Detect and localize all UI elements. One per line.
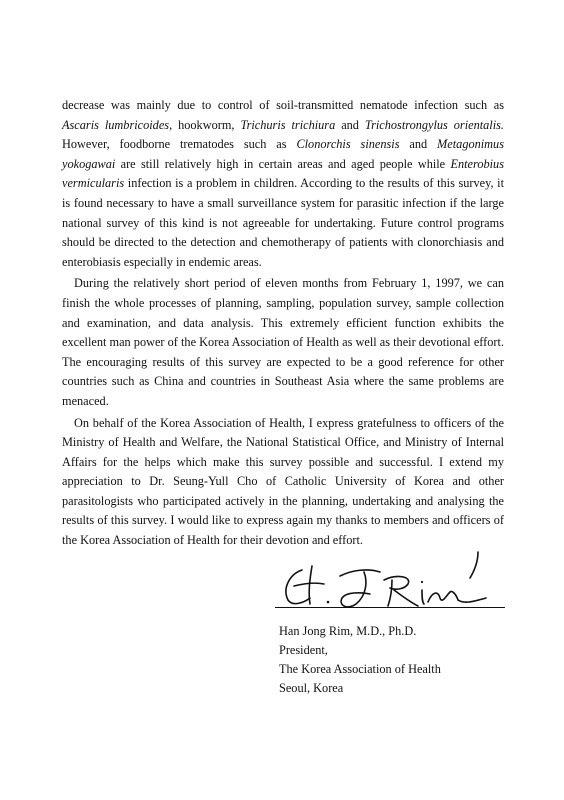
species-name: Trichuris trichiura (240, 117, 336, 132)
species-name: Metagonimus yokogawai (62, 137, 504, 171)
species-name: Ascaris lumbricoides, (62, 117, 173, 132)
species-name: Enterobius vermicularis (62, 156, 504, 191)
paragraph-2 (62, 274, 504, 411)
text-run: hookworm, (172, 117, 241, 132)
text-run: However, foodborne trematodes such as (62, 137, 297, 152)
species-name: Clonorchis sinensis (296, 137, 400, 152)
text-run: and (335, 117, 365, 132)
text-run: decrease was mainly due to control of soil-transmitted nematode infection such as (62, 98, 504, 112)
text-run: On behalf of the Korea Association of Health, I express gratefulness to officers of the Ministry of Health and Welfare, the National Statistical Office, and Ministry of Internal Affairs for the helps which make this survey possible and successful. I extend my appreciation to Dr. Seung-Yull Cho of Catholic University of Korea and other parasitologists who participated actively in the planning, undertaking and analysing the results of this survey. I would like to express again my thanks to members and officers of the Korea Association of Health for their devotion and effort. (62, 415, 504, 548)
species-name: Trichostrongylus orientalis. (364, 117, 505, 132)
paragraph-3 (62, 414, 504, 551)
signatory-title: President, (279, 643, 328, 657)
text-run: are still relatively high in certain areas and aged people while (115, 156, 451, 171)
signature-line (275, 607, 505, 608)
paragraph-1 (62, 96, 504, 272)
letter-body (62, 96, 504, 551)
signatory-name: Han Jong Rim, M.D., Ph.D. (279, 624, 417, 638)
text-run: During the relatively short period of eleven months from February 1, 1997, we can finish the whole processes of planning, sampling, population survey, sample collection and examination, and data analysis. This extremely efficient function exhibits the excellent man power of the Korea Association of Health as well as their devotional effort. The encouraging results of this survey are expected to be a good reference for other countries such as China and countries in Southeast Asia where the same problems are menaced. (62, 276, 504, 408)
text-run: infection is a problem in children. According to the results of this survey, it is found necessary to have a small surveillance system for parasitic infection if the large national survey of this kind is not agreeable for undertaking. Future control programs should be directed to the detection and chemotherapy of patients with clonorchiasis and enterobiasis especially in endemic areas. (62, 176, 504, 269)
signatory-block (279, 622, 441, 698)
signatory-location: Seoul, Korea (279, 681, 344, 695)
handwritten-signature (272, 548, 512, 612)
text-run: and (399, 137, 438, 152)
signatory-organization: The Korea Association of Health (279, 662, 441, 676)
